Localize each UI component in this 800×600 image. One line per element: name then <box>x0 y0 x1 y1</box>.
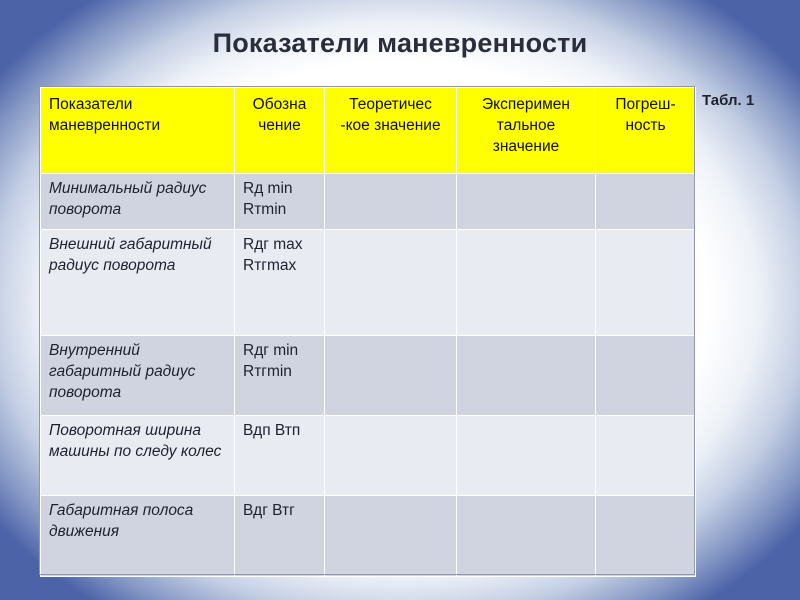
header-designation: Обозна чение <box>235 88 325 174</box>
row-code: Вдг Втг <box>235 496 325 577</box>
cell-error <box>596 336 696 416</box>
table-header-row <box>41 88 696 174</box>
row-code: Вдп Втп <box>235 416 325 496</box>
row-name: Внутренний габаритный радиус поворота <box>41 336 235 416</box>
row-name: Габаритная полоса движения <box>41 496 235 577</box>
cell-theoretical <box>325 416 457 496</box>
table-row <box>41 496 696 577</box>
cell-experimental <box>457 174 596 230</box>
cell-error <box>596 496 696 577</box>
cell-theoretical <box>325 230 457 336</box>
cell-experimental <box>457 230 596 336</box>
cell-error <box>596 230 696 336</box>
header-theoretical: Теоретичес -кое значение <box>325 88 457 174</box>
table-caption: Табл. 1 <box>702 92 755 109</box>
table-row <box>41 336 696 416</box>
cell-theoretical <box>325 336 457 416</box>
cell-error <box>596 174 696 230</box>
header-indicators: Показатели маневренности <box>41 88 235 174</box>
row-code: Rд min Rтmin <box>235 174 325 230</box>
cell-experimental <box>457 496 596 577</box>
table-row <box>41 230 696 336</box>
cell-error <box>596 416 696 496</box>
table-row <box>41 416 696 496</box>
cell-theoretical <box>325 174 457 230</box>
row-name: Минимальный радиус поворота <box>41 174 235 230</box>
page-title: Показатели маневренности <box>212 28 588 58</box>
row-name: Внешний габаритный радиус поворота <box>41 230 235 336</box>
row-name: Поворотная ширина машины по следу колес <box>41 416 235 496</box>
maneuverability-table <box>40 87 696 577</box>
table-row <box>41 174 696 230</box>
cell-experimental <box>457 416 596 496</box>
row-code: Rдг max Rтгmax <box>235 230 325 336</box>
cell-theoretical <box>325 496 457 577</box>
header-experimental: Эксперимен тальное значение <box>457 88 596 174</box>
header-error: Погреш- ность <box>596 88 696 174</box>
cell-experimental <box>457 336 596 416</box>
row-code: Rдг min Rтгmin <box>235 336 325 416</box>
